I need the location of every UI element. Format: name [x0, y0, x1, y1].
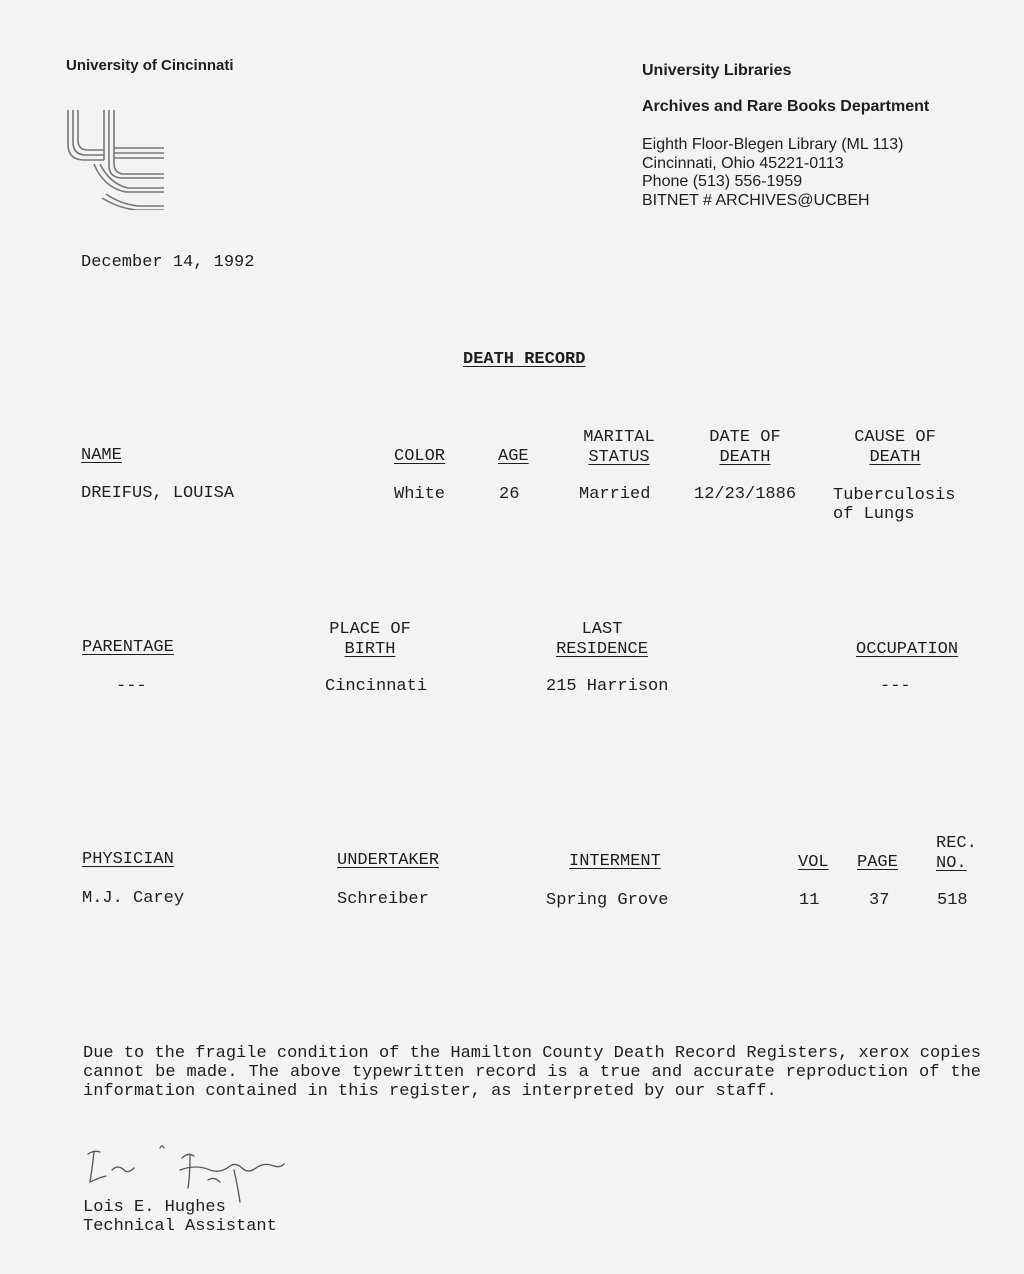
value-parentage: ---: [116, 677, 147, 696]
value-physician: M.J. Carey: [82, 889, 185, 908]
address-line: Eighth Floor-Blegen Library (ML 113): [642, 136, 904, 153]
header-rec-no: REC. NO.: [936, 834, 977, 873]
header-age: AGE: [498, 447, 529, 466]
header-parentage: PARENTAGE: [82, 638, 174, 657]
university-name: University of Cincinnati: [66, 57, 234, 74]
address-line: Cincinnati, Ohio 45221-0113: [642, 154, 844, 172]
value-undertaker: Schreiber: [337, 890, 429, 909]
value-name: DREIFUS, LOUISA: [81, 484, 235, 503]
header-place-of-birth: PLACE OF BIRTH: [329, 620, 411, 659]
signer-title: Technical Assistant: [83, 1217, 277, 1236]
bitnet-line: BITNET # ARCHIVES@UCBEH: [642, 191, 870, 209]
disclaimer-paragraph: Due to the fragile condition of the Hamilton County Death Record Registers, xerox copies cannot be made. The above typewritten record is a true and accurate reproduction of the information contained in this register, as interpreted by our staff.: [83, 1044, 981, 1101]
header-marital-status: MARITAL STATUS: [583, 428, 655, 467]
uc-libraries-logo-icon: [64, 104, 166, 210]
department-name: Archives and Rare Books Department: [642, 98, 930, 115]
header-undertaker: UNDERTAKER: [337, 851, 440, 870]
letter-date: December 14, 1992: [81, 253, 255, 272]
value-cause-of-death: Tuberculosis of Lungs: [833, 486, 956, 524]
value-occupation: ---: [880, 677, 911, 696]
header-color: COLOR: [394, 447, 446, 466]
header-vol: VOL: [798, 853, 829, 872]
value-age: 26: [499, 485, 520, 504]
header-physician: PHYSICIAN: [82, 850, 174, 869]
header-last-residence: LAST RESIDENCE: [556, 620, 648, 659]
value-page: 37: [869, 891, 890, 910]
record-title: DEATH RECORD: [463, 350, 586, 369]
value-rec-no: 518: [937, 891, 968, 910]
signer-name: Lois E. Hughes: [83, 1198, 226, 1217]
value-marital-status: Married: [579, 485, 651, 504]
value-interment: Spring Grove: [546, 891, 669, 910]
value-date-of-death: 12/23/1886: [694, 485, 797, 504]
value-color: White: [394, 485, 446, 504]
phone-line: Phone (513) 556-1959: [642, 173, 803, 190]
library-name: University Libraries: [642, 62, 792, 79]
value-vol: 11: [799, 891, 820, 910]
header-occupation: OCCUPATION: [856, 640, 959, 659]
header-date-of-death: DATE OF DEATH: [709, 428, 781, 467]
value-place-of-birth: Cincinnati: [325, 677, 428, 696]
header-name: NAME: [81, 446, 122, 465]
department-address: [642, 136, 903, 210]
header-interment: INTERMENT: [569, 852, 661, 871]
header-page: PAGE: [857, 853, 898, 872]
header-cause-of-death: CAUSE OF DEATH: [854, 428, 936, 467]
value-last-residence: 215 Harrison: [546, 677, 669, 696]
